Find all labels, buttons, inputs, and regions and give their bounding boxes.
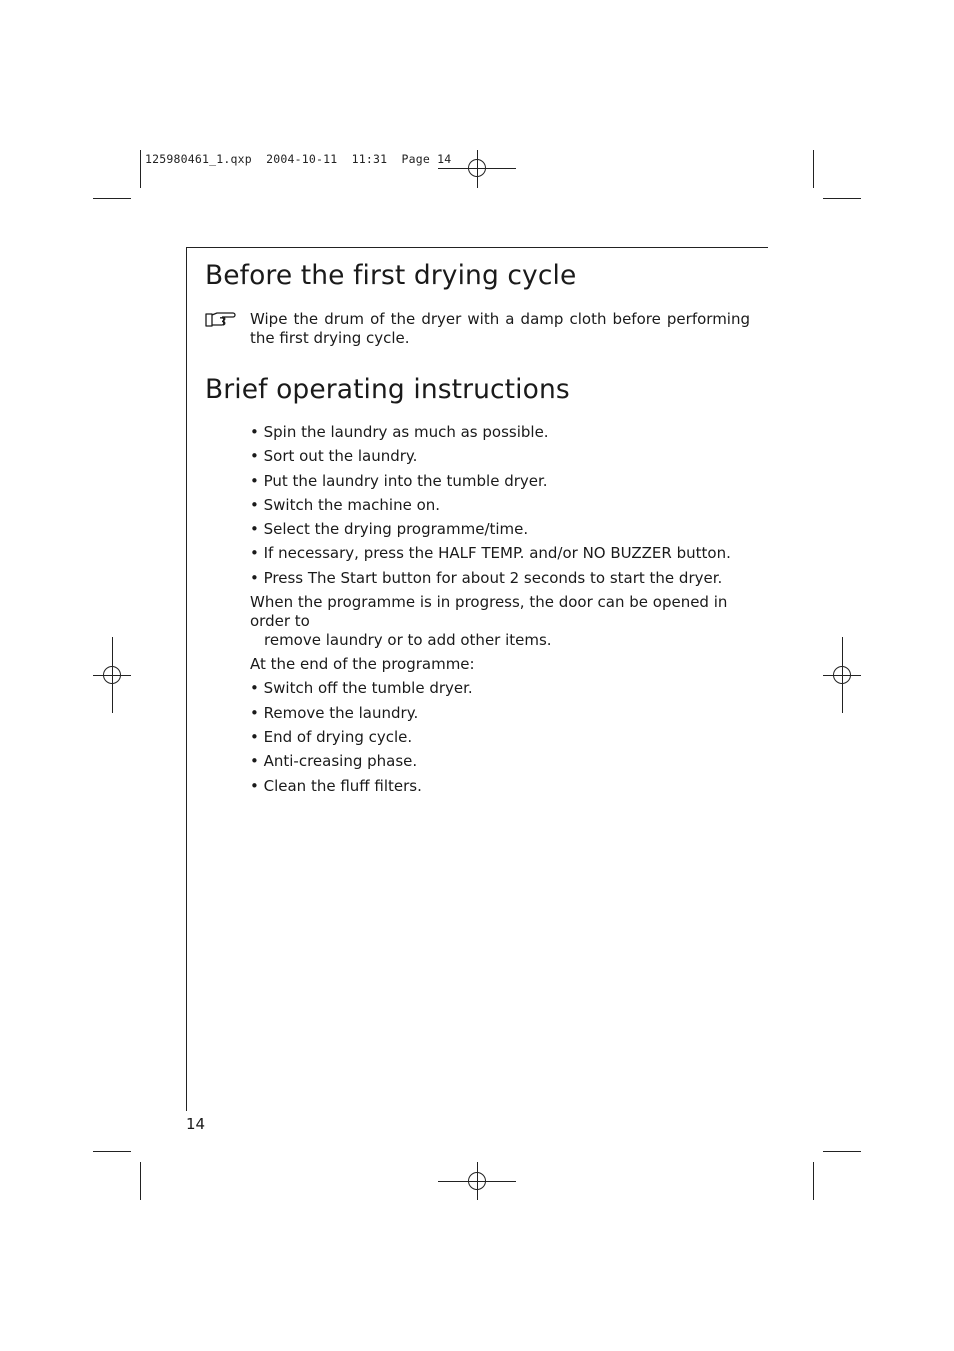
list-item: • Anti-creasing phase. [250,752,418,771]
list-item: • End of drying cycle. [250,727,413,746]
pointing-hand-icon [204,308,236,330]
crop-mark [93,198,131,199]
progress-line-1: When the programme is in progress, the door can be opened in order to [250,593,728,631]
margin-rule [186,247,187,1111]
progress-paragraph [250,593,760,650]
list-item: • Spin the laundry as much as possible. [250,423,549,441]
crop-mark [813,150,814,188]
section-title-brief-instructions: Brief operating instructions [205,374,570,405]
list-item: • Switch the machine on. [250,495,441,514]
instruction-list [250,423,770,801]
list-item: • If necessary, press the HALF TEMP. and/or NO BUZZER button. [250,544,731,563]
list-item: • Put the laundry into the tumble dryer. [250,471,548,490]
list-item: • Switch off the tumble dryer. [250,679,473,698]
list-item: • Select the drying programme/time. [250,520,529,539]
list-item: • Remove the laundry. [250,703,419,722]
list-item: • Clean the fluff filters. [250,776,422,795]
crop-mark [813,1162,814,1200]
print-slug: 125980461_1.qxp 2004-10-11 11:31 Page 14 [145,152,452,166]
progress-line-2: remove laundry or to add other items. [264,631,552,650]
crop-mark [140,150,141,188]
page-number: 14 [186,1115,206,1133]
crop-mark [823,198,861,199]
end-intro: At the end of the programme: [250,655,475,674]
first-cycle-note: Wipe the drum of the dryer with a damp cloth before performing the first drying cycle. [250,310,750,347]
list-item: • Sort out the laundry. [250,447,418,466]
header-rule [186,247,768,248]
section-title-first-drying: Before the first drying cycle [205,260,577,291]
crop-mark [823,1151,861,1152]
list-item: • Press The Start button for about 2 seconds to start the dryer. [250,568,723,587]
crop-mark [93,1151,131,1152]
crop-mark [140,1162,141,1200]
